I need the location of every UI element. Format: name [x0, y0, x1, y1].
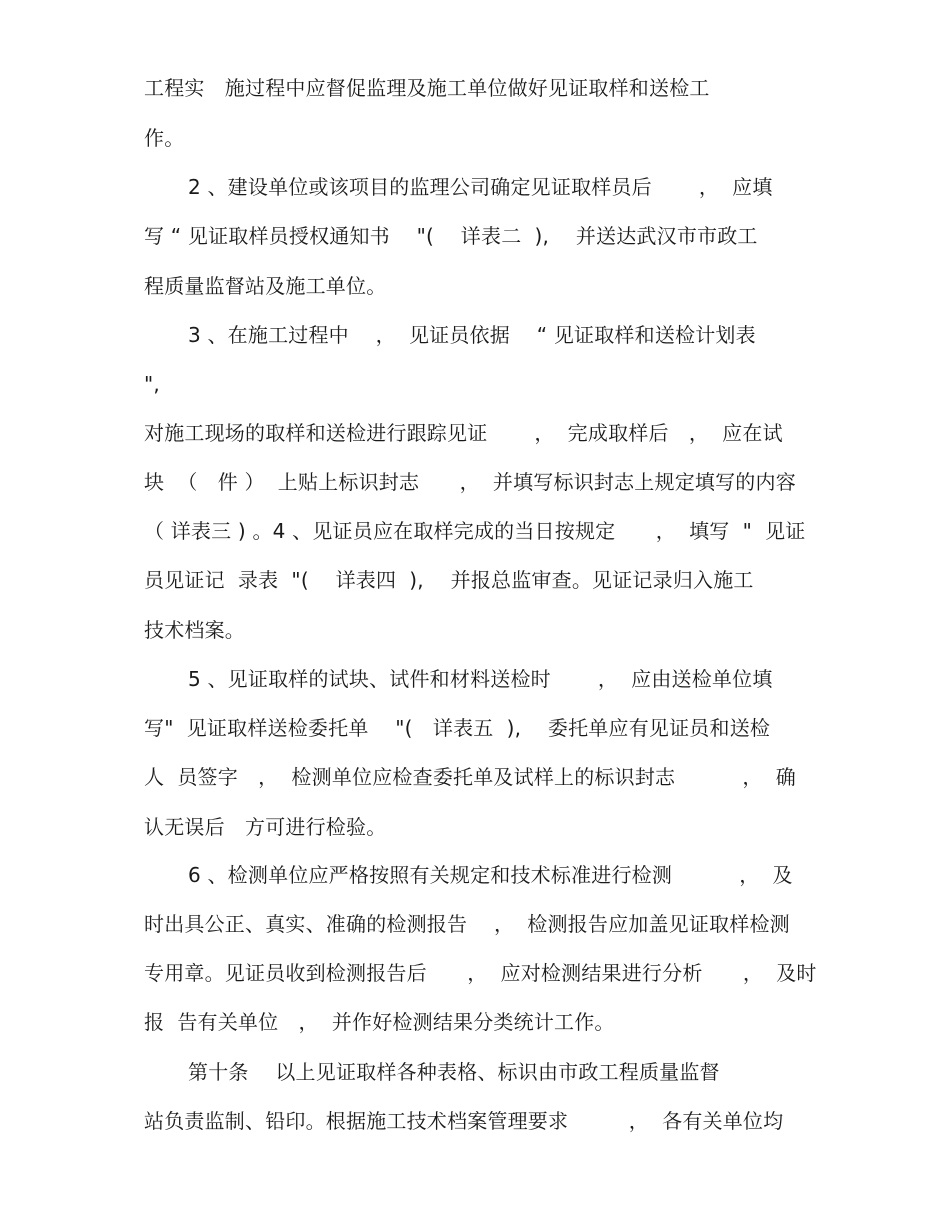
text-line: （ 详表三 ) 。4 、见证员应在取样完成的当日按规定 ， 填写 " 见证: [144, 519, 806, 543]
text-line: 写" 见证取样送检委托单 "( 详表五 ), 委托单应有见证员和送检: [144, 716, 771, 740]
text-line: 第十条 以上见证取样各种表格、标识由市政工程质量监督: [188, 1060, 720, 1084]
text-line: 专用章。见证员收到检测报告后 ， 应对检测结果进行分析 ， 及时: [144, 961, 817, 985]
text-line: 技术档案。: [144, 618, 245, 642]
text-line: 程质量监督站及施工单位。: [144, 274, 387, 298]
text-line: 站负责监制、铅印。根据施工技术档案管理要求 ， 各有关单位均: [144, 1109, 784, 1133]
text-line: 员见证记 录表 "( 详表四 ), 并报总监审查。见证记录归入施工: [144, 568, 754, 592]
text-line: 6 、检测单位应严格按照有关规定和技术标准进行检测 ， 及: [188, 863, 793, 887]
text-line: 时出具公正、真实、准确的检测报告 ， 检测报告应加盖见证取样检测: [144, 912, 790, 936]
text-line: 报 告有关单位 ， 并作好检测结果分类统计工作。: [144, 1010, 615, 1034]
text-line: 3 、在施工过程中 ， 见证员依据 “ 见证取样和送检计划表: [188, 323, 756, 347]
text-line: 工程实 施过程中应督促监理及施工单位做好见证取样和送检工: [144, 76, 710, 100]
text-line: ",: [144, 372, 160, 396]
text-line: 人 员签字 ， 检测单位应检查委托单及试样上的标识封志 ， 确: [144, 765, 796, 789]
text-line: 5 、见证取样的试块、试件和材料送检时 ， 应由送检单位填: [188, 667, 773, 691]
text-line: 块 （ 件 ） 上贴上标识封志 ， 并填写标识封志上规定填写的内容: [144, 470, 796, 494]
text-line: 写 “ 见证取样员授权通知书 "( 详表二 ), 并送达武汉市市政工: [144, 224, 758, 248]
text-line: 认无误后 方可进行检验。: [144, 815, 387, 839]
text-line: 2 、建设单位或该项目的监理公司确定见证取样员后 ， 应填: [188, 175, 773, 199]
text-line: 作。: [144, 126, 185, 150]
text-line: 对施工现场的取样和送检进行跟踪见证 ， 完成取样后 ， 应在试: [144, 421, 783, 445]
